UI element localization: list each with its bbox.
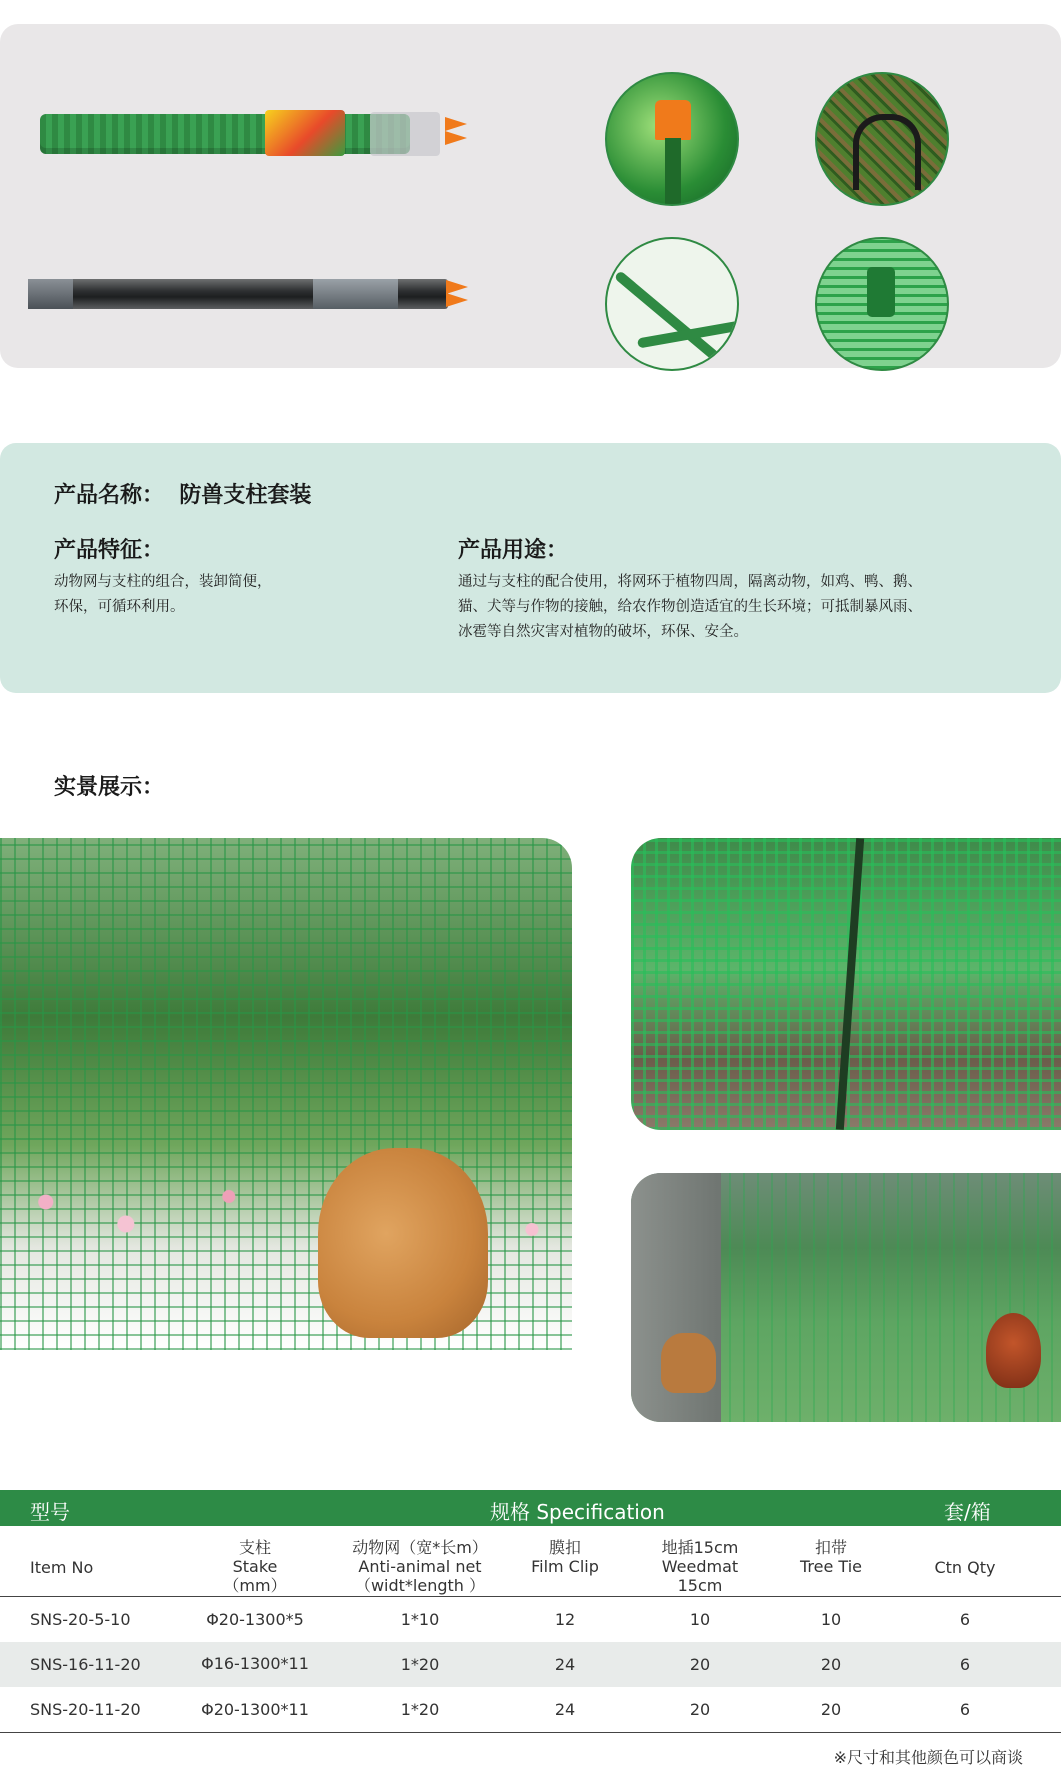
- usage-line: 冰雹等自然灾害对植物的破坏，环保、安全。: [458, 624, 748, 640]
- features-text: [54, 570, 414, 620]
- features-heading: 产品特征：: [54, 538, 165, 563]
- farm-field-with-net-photo: [631, 1173, 1061, 1422]
- product-name-label: 产品名称：: [54, 483, 165, 508]
- column-header-weedmat: [650, 1538, 750, 1595]
- dog-figure: [318, 1148, 488, 1338]
- cell-film-clip: 12: [554, 1610, 576, 1629]
- cell-weedmat: 10: [689, 1610, 711, 1629]
- usage-line: 猫、犬等与作物的接触，给农作物创造适宜的生长环境；可抵制暴风雨、: [458, 599, 922, 615]
- cell-tree-tie: 10: [820, 1610, 842, 1629]
- product-name-value: 防兽支柱套装: [179, 483, 312, 508]
- rooster-figure: [986, 1313, 1041, 1388]
- cell-film-clip: 24: [554, 1700, 576, 1719]
- carton-qty-header: 套/箱: [944, 1500, 991, 1524]
- orange-stake-tip-icon: [446, 293, 468, 307]
- column-header-line: 膜扣: [548, 1538, 581, 1557]
- film-clip-detail-image: [605, 237, 739, 371]
- table-row: [0, 1597, 1061, 1642]
- model-header: 型号: [30, 1500, 70, 1524]
- column-header-line: 支柱: [238, 1538, 271, 1557]
- column-header-line: Anti-animal net: [358, 1557, 482, 1576]
- stake-tips-bag-image: [370, 112, 440, 156]
- stake-cap-detail-image: [605, 72, 739, 206]
- stake-pole: [836, 838, 864, 1130]
- table-row: [0, 1687, 1061, 1732]
- tree-tie-detail-image: [815, 237, 949, 371]
- cell-stake: Φ16-1300*11: [201, 1654, 309, 1673]
- column-header-line: Tree Tie: [800, 1557, 862, 1576]
- cell-tree-tie: 20: [820, 1655, 842, 1674]
- cell-net: 1*20: [400, 1655, 440, 1674]
- usage-line: 通过与支柱的配合使用，将网环于植物四周，隔离动物，如鸡、鸭、鹅、: [458, 574, 922, 590]
- net-on-plants-closeup-photo: [631, 838, 1061, 1130]
- cell-ctn-qty: 6: [959, 1655, 971, 1674]
- specification-header: 规格 Specification: [490, 1500, 665, 1524]
- cell-weedmat: 20: [689, 1655, 711, 1674]
- dog-by-fence-photo: [0, 838, 572, 1350]
- cell-weedmat: 20: [689, 1700, 711, 1719]
- usage-text: [458, 570, 1018, 645]
- cell-ctn-qty: 6: [959, 1700, 971, 1719]
- column-header-line: 15cm: [677, 1576, 723, 1595]
- column-header-line: Ctn Qty: [934, 1558, 996, 1577]
- column-header-line: （mm）: [223, 1576, 287, 1595]
- column-header-line: 地插15cm: [661, 1538, 739, 1557]
- features-line: 环保，可循环利用。: [54, 599, 185, 615]
- column-header-line: Weedmat: [661, 1557, 739, 1576]
- weedmat-ground-pin-detail-image: [815, 72, 949, 206]
- dog-figure: [661, 1333, 716, 1393]
- product-name-heading: [54, 478, 311, 509]
- column-header-film-clip: [520, 1538, 610, 1576]
- footnote: ※尺寸和其他颜色可以商谈: [833, 1748, 1023, 1767]
- column-header-line: （widt*length ）: [354, 1576, 486, 1595]
- orange-stake-tip-icon: [445, 117, 467, 131]
- cell-stake: Φ20-1300*5: [206, 1610, 304, 1629]
- product-description-panel: [0, 443, 1061, 693]
- column-header-line: 扣带: [814, 1538, 847, 1557]
- spec-table-header-bar: [0, 1490, 1061, 1526]
- spec-table-subheader: [0, 1526, 1061, 1606]
- cell-film-clip: 24: [554, 1655, 576, 1674]
- anti-animal-net-roll-image: [40, 114, 410, 154]
- orange-stake-tip-icon: [445, 131, 467, 145]
- table-bottom-border: [0, 1732, 1061, 1733]
- stake-bundle-image: [28, 279, 448, 309]
- column-header-line: Stake: [232, 1557, 278, 1576]
- product-photo-panel: [0, 24, 1061, 368]
- column-header-stake: [190, 1538, 320, 1595]
- cell-net: 1*20: [400, 1700, 440, 1719]
- features-line: 动物网与支柱的组合，装卸简便，: [54, 574, 272, 590]
- usage-heading: 产品用途：: [458, 538, 569, 563]
- scene-display-heading: 实景展示：: [54, 775, 165, 800]
- column-header-ctn-qty: [920, 1558, 1010, 1577]
- cell-net: 1*10: [400, 1610, 440, 1629]
- cell-tree-tie: 20: [820, 1700, 842, 1719]
- column-header-line: Film Clip: [531, 1557, 599, 1576]
- cell-item-no: SNS-20-11-20: [30, 1700, 141, 1719]
- column-header-tree-tie: [786, 1538, 876, 1576]
- column-header-line: 动物网（宽*长m）: [352, 1538, 488, 1557]
- column-header-anti-animal-net: [340, 1538, 500, 1595]
- cell-item-no: SNS-16-11-20: [30, 1655, 141, 1674]
- column-header-item-no: [30, 1558, 150, 1577]
- cell-item-no: SNS-20-5-10: [30, 1610, 131, 1629]
- column-header-line: Item No: [30, 1558, 94, 1577]
- table-row: [0, 1642, 1061, 1687]
- package-label-image: [265, 110, 345, 156]
- cell-ctn-qty: 6: [959, 1610, 971, 1629]
- orange-stake-tip-icon: [446, 280, 468, 294]
- cell-stake: Φ20-1300*11: [201, 1700, 309, 1719]
